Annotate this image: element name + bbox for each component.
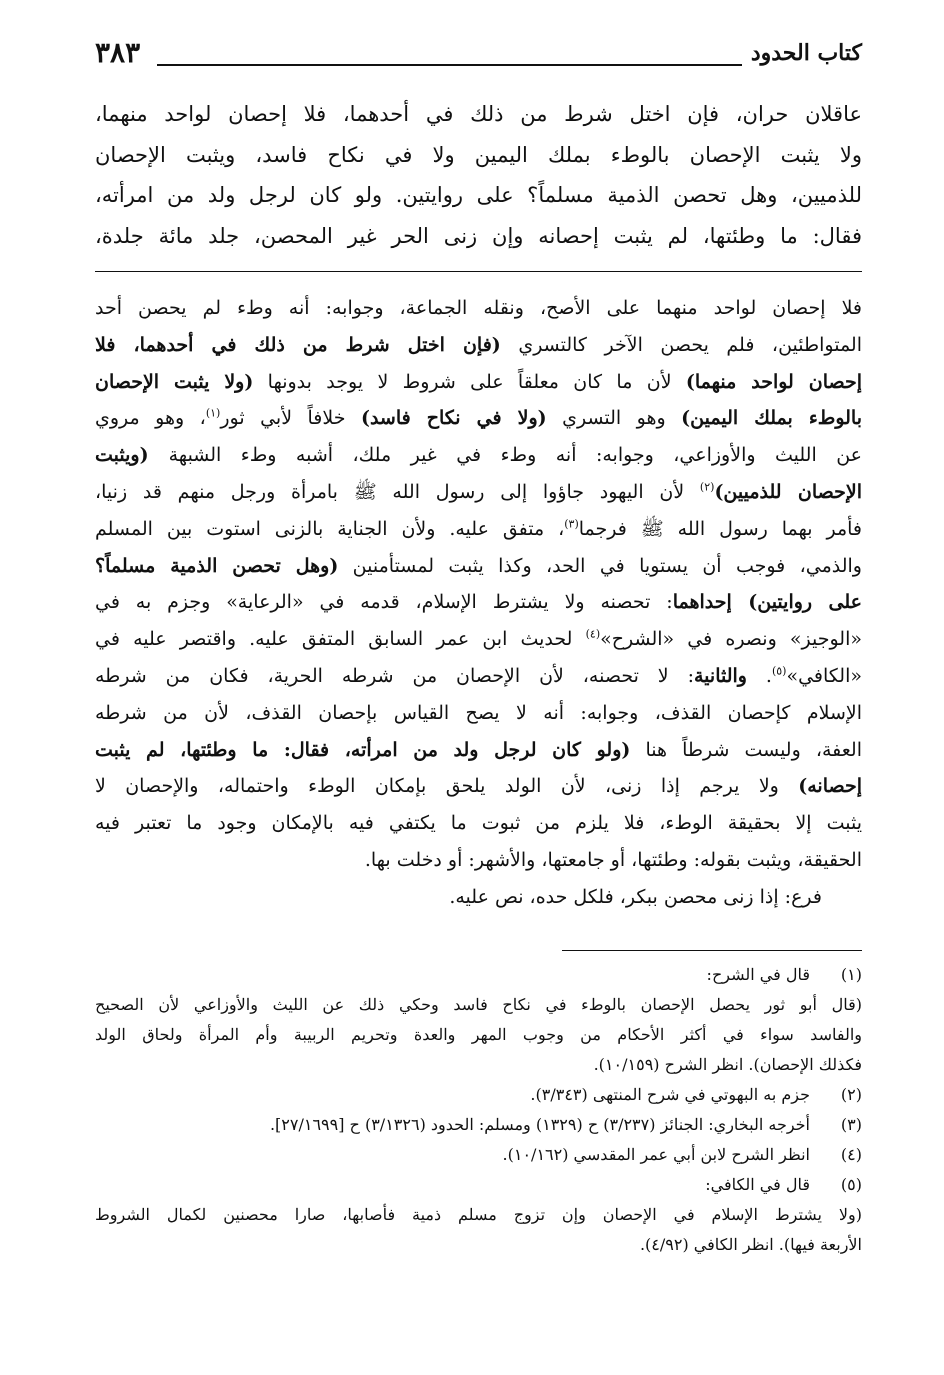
footnote-number: (٣) [840, 1115, 862, 1134]
footnote: (٢) جزم به البهوتي في شرح المنتهى (٣/٣٤٣). [95, 1080, 862, 1110]
commentary-line: فرع: إذا زنى محصن ببكر، فلكل حده، نص عليه. [449, 885, 822, 908]
commentary-line: فأمر بهما رسول الله ﷺ فرجما$^{(٣)}$، متفق عليه. ولأن الجناية بالزنى استوت بين المسلم [95, 517, 862, 540]
page-number: ٣٨٣ [95, 36, 141, 69]
commentary-line: «الوجيز» ونصره في «الشرح»$^{(٤)}$ لحديث ابن عمر السابق المتفق عليه. واقتصر عليه في [95, 627, 862, 651]
commentary-line: إحصان لواحد منهما) لأن ما كان معلقاً على شروط لا يوجد بدونها (ولا يثبت الإحصان [95, 370, 862, 393]
matn-line: للذميين، وهل تحصن الذمية مسلماً؟ على روايتين. ولو كان لرجل ولد من امرأته، [95, 183, 862, 207]
footnote-ref[interactable]: (١) [205, 407, 221, 421]
commentary-line: المتواطئين، فلم يحصن الآخر كالتسري (فإن اختل شرط من ذلك في أحدهما، فلا [95, 333, 862, 356]
footnote: (٣) أخرجه البخاري: الجنائز (٣/٢٣٧) ح (١٣٢٩) ومسلم: الحدود (٣/١٣٢٦) ح [٢٧/١٦٩٩]. [95, 1110, 862, 1140]
footnote-rule [562, 950, 862, 951]
commentary-line: فلا إحصان لواحد منهما على الأصح، ونقله الجماعة، وجوابه: أنه وطء لم يحصن أحد [95, 297, 862, 319]
matn-text [95, 94, 862, 256]
footnote-ref[interactable]: (٥) [771, 664, 787, 678]
footnotes [95, 960, 862, 1260]
footnote-quote: (ولا يشترط الإسلام في الإحصان وإن تزوج مسلم ذمية فأصابها، صارا محصنين لكمال الشروط الأربعة فيها). انظر الكافي (٤/٩٢). [95, 1205, 862, 1254]
page-header [95, 36, 862, 76]
commentary-line: «الكافي»$^{(٥)}$. والثانية: لا تحصنه، لأن الإحصان من شرطه الحرية، فكان من شرطه [95, 664, 862, 687]
footnote-ref[interactable]: (٣) [564, 517, 579, 531]
matn-line: ولا يثبت الإحصان بالوطء بملك اليمين ولا في نكاح فاسد، ويثبت الإحصان [95, 142, 862, 167]
commentary-line: الإحصان للذميين)$^{(٢)}$ لأن اليهود جاؤوا إلى رسول الله ﷺ بامرأة ورجل منهم قد زنيا، [95, 480, 862, 503]
commentary-line: الحقيقة، ويثبت بقوله: وطئتها، أو جامعتها، والأشهر: أو دخلت بها. [364, 848, 862, 871]
running-title: كتاب الحدود [750, 40, 862, 66]
header-rule [157, 64, 742, 66]
commentary-line: والذمي، فوجب أن يستويا في الحد، وكذا يثبت لمستأمنين (وهل تحصن الذمية مسلماً؟ [95, 554, 862, 577]
footnote-number: (٤) [840, 1145, 862, 1164]
commentary-text [95, 290, 862, 916]
footnote-number: (٥) [840, 1175, 862, 1194]
footnote-quote: (قال أبو ثور يحصل الإحصان بالوطء في نكاح فاسد وحكي ذلك عن الليث والأوزاعي لأن الصحيح والفاسد سواء في أكثر الأحكام من وجوب المهر والعدة وتحريم الربيبة وأم المرأة ولحاق الولد فكذلك الإحصان). انظر الشرح (١٠/١٥٩). [95, 995, 862, 1074]
footnote-ref[interactable]: (٢) [699, 480, 715, 494]
footnote-number: (٢) [840, 1085, 862, 1104]
footnote: (٥) قال في الكافي: (ولا يشترط الإسلام في الإحصان وإن تزوج مسلم ذمية فأصابها، صارا محصنين لكمال الشروط الأربعة فيها). انظر الكافي (٤/٩٢). [95, 1170, 862, 1260]
commentary-line: الإسلام كإحصان القذف، وجوابه: أنه لا يصح القياس بإحصان القذف، لأن من شرطه [95, 701, 862, 724]
commentary-line: يثبت إلا بحقيقة الوطء، فلا يلزم من ثبوت ما يكتفي فيه بالإمكان وجود ما تعتبر فيه [95, 812, 862, 835]
commentary-line: على روايتين) إحداهما: تحصنه ولا يشترط الإسلام، قدمه في «الرعاية» وجزم به في [95, 591, 862, 614]
commentary-line: إحصانه) ولا يرجم إذا زنى، لأن الولد يلحق بإمكان الوطء واحتماله، والإحصان لا [95, 775, 862, 798]
matn-divider [95, 271, 862, 272]
footnote-ref[interactable]: (٤) [585, 627, 601, 641]
footnote: (٤) انظر الشرح لابن أبي عمر المقدسي (١٠/١٦٢). [95, 1140, 862, 1170]
matn-line: فقال: ما وطئتها، لم يثبت إحصانه وإن زنى الحر غير المحصن، جلد مائة جلدة، [95, 223, 862, 248]
footnote-number: (١) [840, 965, 862, 984]
matn-line: عاقلان حران، فإن اختل شرط من ذلك في أحدهما، فلا إحصان لواحد منهما، [95, 102, 862, 126]
commentary-line: عن الليث والأوزاعي، وجوابه: أنه وطء في غير ملك، أشبه وطء الشبهة (ويثبت [95, 444, 862, 467]
footnote: (١) قال في الشرح: (قال أبو ثور يحصل الإحصان بالوطء في نكاح فاسد وحكي ذلك عن الليث والأوزاعي لأن الصحيح والفاسد سواء في أكثر الأحكام من وجوب المهر والعدة وتحريم الربيبة وأم المرأة ولحاق الولد فكذلك الإحصان). انظر الشرح (١٠/١٥٩). [95, 960, 862, 1080]
commentary-line: العفة، وليست شرطاً هنا (ولو كان لرجل ولد من امرأته، فقال: ما وطئتها، لم يثبت [95, 738, 862, 761]
commentary-line: بالوطء بملك اليمين) وهو التسري (ولا في نكاح فاسد) خلافاً لأبي ثور$^{(١)}$، وهو مروي [95, 407, 862, 430]
